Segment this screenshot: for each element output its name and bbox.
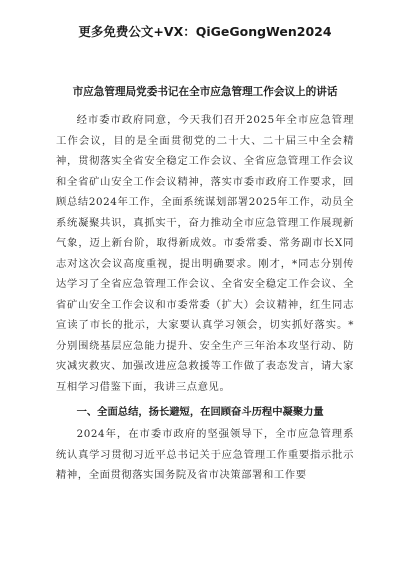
- intro-paragraph: 经市委市政府同意，今天我们召开2025年全市应急管理工作会议，目的是全面贯彻党的二十大、二十届三中全会精神，贯彻落实全省安全稳定工作会议、全省应急管理工作会议和全省矿山安全工作会议精神，落实市委市政府工作要求，回顾总结2024年工作，全面系统谋划部署2025年工作，动员全系统凝聚共识，真抓实干，奋力推动全市应急管理工作展现新气象，迈上新台阶，取得新成效。市委常委、常务副市长X同志对这次会议高度重视，提出明确要求。刚才，*同志分别传达学习了全省应急管理工作会议、全省安全稳定工作会议、全省矿山安全工作会议和市委常委（扩大）会议精神，红生同志宣读了市长的批示，大家要认真学习领会，切实抓好落实。*分别围绕基层应急能力提升、安全生产三年治本攻坚行动、防灾减灾救灾、加强改进应急救援等工作做了表态发言，请大家互相学习借鉴下面，我讲三点意见。: [56, 114, 354, 393]
- watermark-banner: 更多免费公文+VX：QiGeGongWen2024: [78, 24, 332, 39]
- section-heading: 一、全面总结，扬长避短，在回顾奋斗历程中凝聚力量: [76, 406, 324, 418]
- section-paragraph: 2024年，在市委市政府的坚强领导下，全市应急管理系统认真学习贯彻习近平总书记关于应急管理工作重要指示批示精神，全面贯彻落实国务院及省市决策部署和工作要: [56, 428, 354, 481]
- document-title: 市应急管理局党委书记在全市应急管理工作会议上的讲话: [72, 86, 338, 98]
